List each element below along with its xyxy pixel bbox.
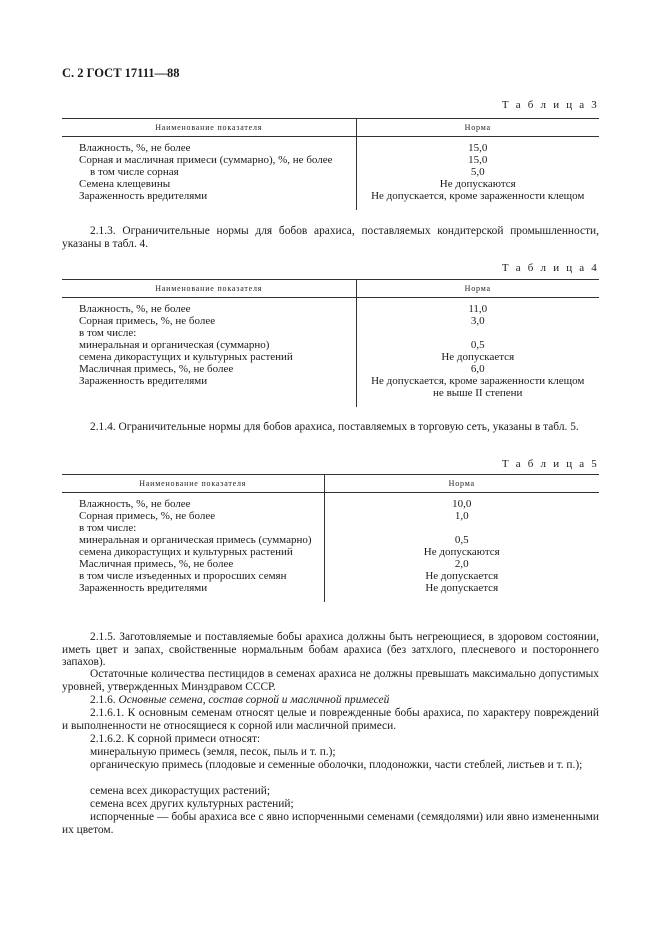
paragraph-text: 2.1.5. Заготовляемые и поставляемые бобы арахиса должны быть негреющиеся, в здоровом состоянии, иметь цвет и запах, свойственные нормальным бобам арахиса (без затхлого, плесневого и постороннего запахов). [62,631,599,669]
list-item [62,746,599,759]
cell-name: минеральная и органическая примесь (суммарно) [62,534,324,546]
paragraph-pesticides [62,668,599,693]
list-item [62,811,599,836]
cell-name: Сорная примесь, %, не более [62,510,324,522]
cell-name: минеральная и органическая (суммарно) [62,339,356,351]
table-header-row [62,119,599,137]
paragraph-text: 2.1.6.1. К основным семенам относят целые и поврежденные бобы арахиса, по характеру повреждений и выполненности не относящиеся к сорной или масличной примеси. [62,707,599,732]
cell-value: Не допускается [441,351,515,363]
cell-value: 15,0 [468,154,488,166]
table-row [62,327,599,339]
table-row [62,339,599,351]
table5-caption: Т а б л и ц а 5 [501,458,599,470]
cell-value: не выше II степени [433,387,523,399]
cell-name: в том числе сорная [62,166,356,178]
table-4 [62,279,599,407]
cell-value: 15,0 [468,142,488,154]
cell-name: Зараженность вредителями [62,375,356,387]
table-row [62,510,599,522]
cell-name: Масличная примесь, %, не более [62,558,324,570]
cell-name: в том числе изъеденных и проросших семян [62,570,324,582]
column-header-norm: Норма [356,280,599,298]
table-row [62,190,599,210]
cell-name: Зараженность вредителями [62,582,324,602]
table-row [62,154,599,166]
cell-name [62,387,356,407]
list-item-text: семена всех других культурных растений; [90,798,294,810]
table-row [62,582,599,602]
cell-value: 6,0 [470,363,485,375]
cell-value [324,522,599,534]
page-header: С. 2 ГОСТ 17111—88 [62,66,180,80]
section-title: Основные семена, состав сорной и масличной примесей [118,694,390,706]
table-row [62,178,599,190]
list-item [62,798,599,811]
column-header-norm: Норма [356,119,599,137]
list-item-text: семена всех дикорастущих растений; [90,785,271,797]
table-3 [62,118,599,210]
cell-name: Влажность, %, не более [62,493,324,511]
cell-name: Сорная примесь, %, не более [62,315,356,327]
cell-name: Зараженность вредителями [62,190,356,210]
paragraph-text: Остаточные количества пестицидов в семенах арахиса не должны превышать максимально допустимых уровней, утвержденных Минздравом СССР. [62,668,599,693]
cell-value: 3,0 [470,315,485,327]
cell-value: 0,5 [454,534,469,546]
list-item-text: испорченные — бобы арахиса все с явно испорченными семенами (семядолями) или явно измененными их цветом. [62,811,599,836]
table-row [62,522,599,534]
table-header-row [62,280,599,298]
table3-caption: Т а б л и ц а 3 [501,99,599,111]
cell-name: Влажность, %, не более [62,298,356,316]
column-header-norm: Норма [324,475,599,493]
table-row [62,558,599,570]
cell-value: Не допускаются [423,546,500,558]
cell-value: 11,0 [468,303,488,315]
cell-value: Не допускается, кроме зараженности клещом [371,190,585,202]
paragraph-2-1-6-1 [62,707,599,732]
table-row [62,137,599,155]
table-5 [62,474,599,602]
paragraph-text: 2.1.3. Ограничительные нормы для бобов арахиса, поставляемых кондитерской промышленности, указаны в табл. 4. [62,225,599,250]
cell-name: семена дикорастущих и культурных растений [62,546,324,558]
table-row [62,363,599,375]
table-row [62,166,599,178]
section-number: 2.1.6. [90,694,116,706]
cell-value: 1,0 [454,510,469,522]
table4-caption: Т а б л и ц а 4 [501,262,599,274]
table-row [62,570,599,582]
cell-name: Масличная примесь, %, не более [62,363,356,375]
table-row [62,351,599,363]
cell-value: 5,0 [470,166,485,178]
paragraph-text: 2.1.4. Ограничительные нормы для бобов арахиса, поставляемых в торговую сеть, указаны в табл. 5. [90,421,579,433]
cell-name: в том числе: [62,327,356,339]
cell-name: семена дикорастущих и культурных растений [62,351,356,363]
list-item-text: органическую примесь (плодовые и семенные оболочки, плодоножки, части стеблей, листьев и т. п.); [90,759,583,771]
column-header-name: Наименование показателя [62,475,324,493]
list-item [62,759,599,772]
cell-value: 10,0 [452,498,472,510]
cell-value [356,327,599,339]
paragraph-2-1-5 [62,631,599,669]
list-item [62,785,599,798]
cell-name: Влажность, %, не более [62,137,356,155]
paragraph-text: 2.1.6.2. К сорной примеси относят: [90,733,261,745]
table-row [62,375,599,387]
paragraph-2-1-3 [62,225,599,250]
column-header-name: Наименование показателя [62,119,356,137]
table-row [62,493,599,511]
cell-value: Не допускаются [439,178,516,190]
table-row [62,298,599,316]
table-header-row [62,475,599,493]
table-row [62,546,599,558]
column-header-name: Наименование показателя [62,280,356,298]
cell-value: Не допускается [425,582,499,594]
cell-value: Не допускается [425,570,499,582]
cell-value: 0,5 [470,339,485,351]
list-item-text: минеральную примесь (земля, песок, пыль и т. п.); [90,746,336,758]
paragraph-2-1-6 [62,694,599,707]
cell-value: 2,0 [454,558,469,570]
cell-name: в том числе: [62,522,324,534]
cell-name: Сорная и масличная примеси (суммарно), %, не более [62,154,356,166]
paragraph-2-1-6-2 [62,733,599,746]
cell-value: Не допускается, кроме зараженности клещом [371,375,585,387]
table-row [62,387,599,407]
cell-name: Семена клещевины [62,178,356,190]
paragraph-2-1-4 [62,421,599,434]
table-row [62,534,599,546]
table-row [62,315,599,327]
